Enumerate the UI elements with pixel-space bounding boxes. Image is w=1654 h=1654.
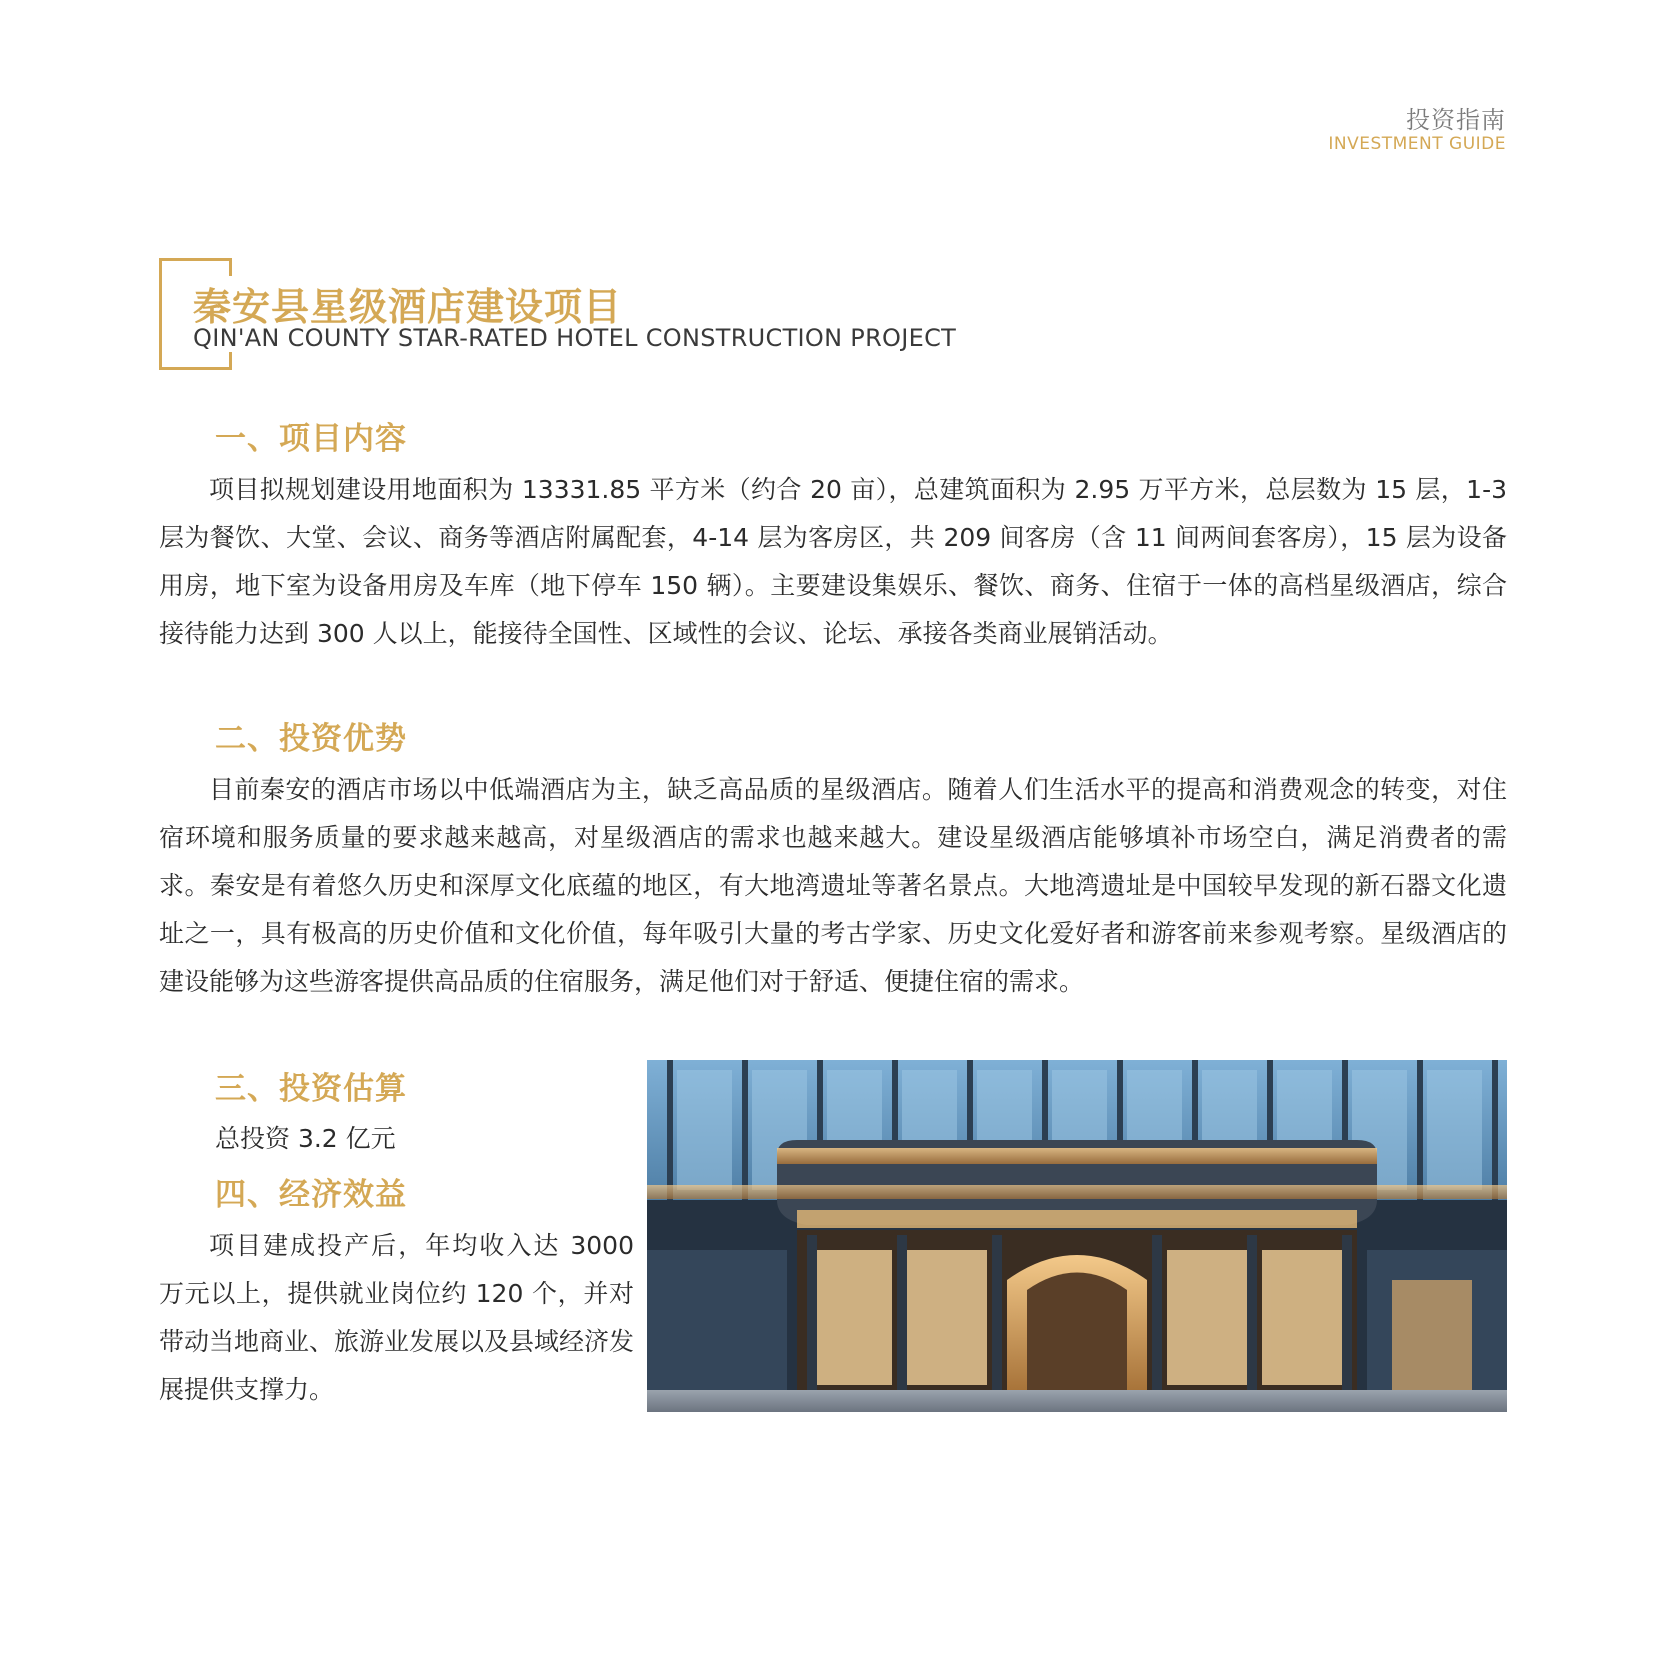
project-title-en: QIN'AN COUNTY STAR-RATED HOTEL CONSTRUCTION PROJECT [193,324,957,352]
section-heading-benefit: 四、经济效益 [215,1177,407,1213]
section-heading-estimate: 三、投资估算 [215,1071,407,1107]
title-bracket-tick-bottom [229,352,232,370]
section-text-advantage: 目前秦安的酒店市场以中低端酒店为主，缺乏高品质的星级酒店。随着人们生活水平的提高和消费观念的转变，对住宿环境和服务质量的要求越来越高，对星级酒店的需求也越来越大。建设星级酒店能够填补市场空白，满足消费者的需求。秦安是有着悠久历史和深厚文化底蕴的地区，有大地湾遗址等著名景点。大地湾遗址是中国较早发现的新石器文化遗址之一，具有极高的历史价值和文化价值，每年吸引大量的考古学家、历史文化爱好者和游客前来参观考察。星级酒店的建设能够为这些游客提供高品质的住宿服务，满足他们对于舒适、便捷住宿的需求。 [159,775,1507,996]
section-heading-content: 一、项目内容 [215,421,407,457]
title-bracket-tick-top [229,258,232,276]
header-section-title: 投资指南 [1406,106,1506,134]
section-text-content: 项目拟规划建设用地面积为 13331.85 平方米（约合 20 亩），总建筑面积为 2.95 万平方米，总层数为 15 层，1-3 层为餐饮、大堂、会议、商务等酒店附属配套，4-14 层为客房区，共 209 间客房（含 11 间两间套客房），15 层为设备用房，地下室为设备用房及车库（地下停车 150 辆）。主要建设集娱乐、餐饮、商务、住宿于一体的高档星级酒店，综合接待能力达到 300 人以上，能接待全国性、区域性的会议、论坛、承接各类商业展销活动。 [159,475,1507,648]
section-text-estimate: 总投资 3.2 亿元 [215,1124,396,1153]
hotel-entrance-photo [647,1060,1507,1412]
section-text-benefit: 项目建成投产后，年均收入达 3000 万元以上，提供就业岗位约 120 个，并对带动当地商业、旅游业发展以及县域经济发展提供支撑力。 [159,1231,635,1404]
header-section-subtitle: INVESTMENT GUIDE [1328,134,1506,154]
project-title-cn: 秦安县星级酒店建设项目 [193,285,623,329]
section-heading-advantage: 二、投资优势 [215,721,407,757]
